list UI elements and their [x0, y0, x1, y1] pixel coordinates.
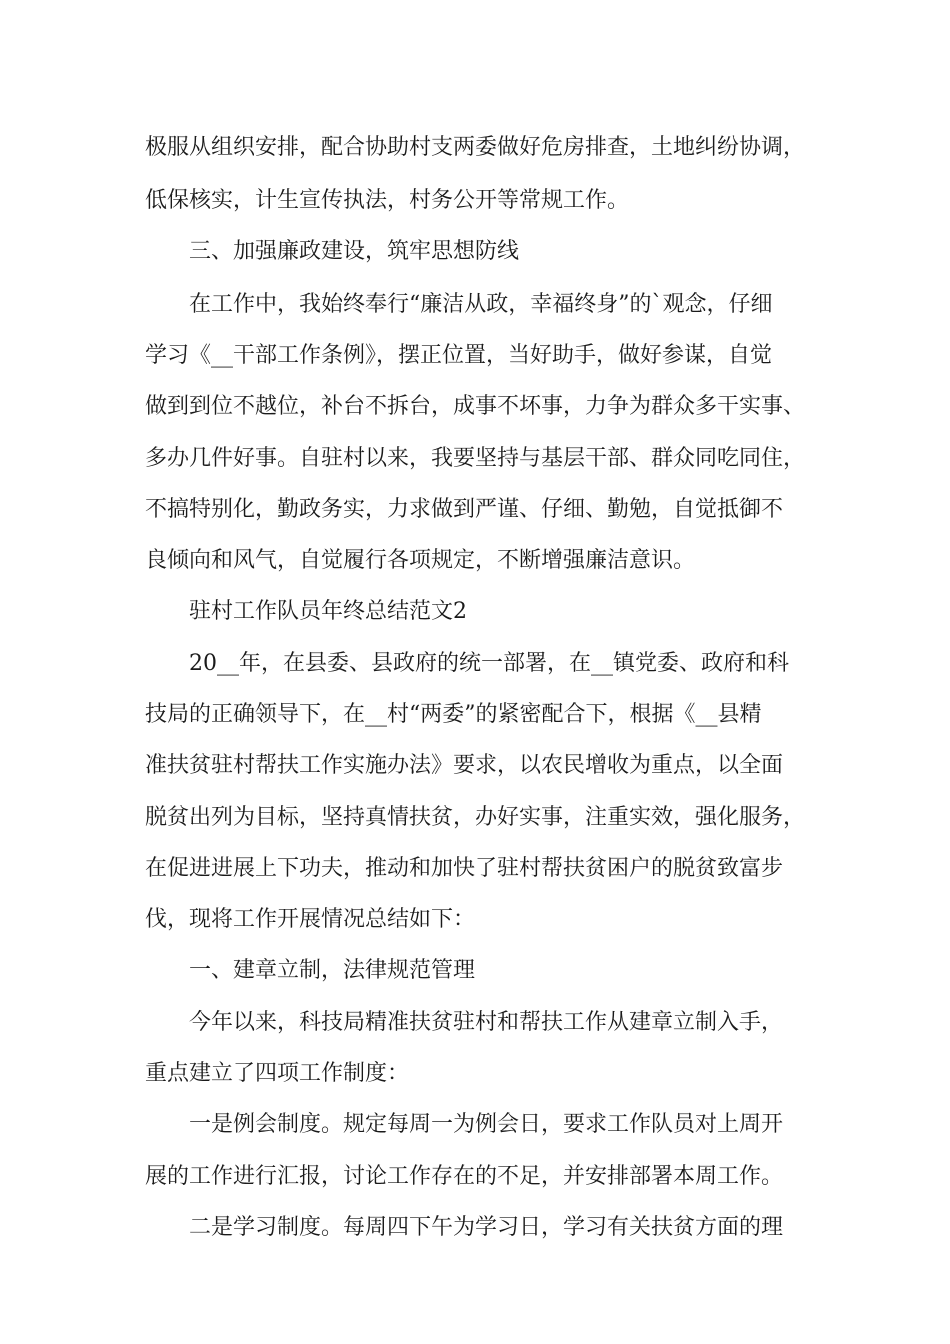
text-line: 在促进进展上下功夫，推动和加快了驻村帮扶贫困户的脱贫致富步 — [145, 856, 784, 881]
text-line: 技局的正确领导下，在__村“两委”的紧密配合下，根据《__县精 — [145, 702, 762, 727]
text-line: 今年以来，科技局精准扶贫驻村和帮扶工作从建章立制入手， — [145, 1010, 784, 1035]
section-heading: 三、加强廉政建设，筑牢思想防线 — [145, 239, 520, 264]
text-line: 准扶贫驻村帮扶工作实施办法》要求，以农民增收为重点，以全面 — [145, 753, 784, 778]
text-line: 伐，现将工作开展情况总结如下： — [145, 907, 476, 932]
text-line: 学习《__干部工作条例》，摆正位置，当好助手，做好参谋，自觉 — [145, 343, 773, 368]
text-line: 在工作中，我始终奉行“廉洁从政，幸福终身”的`观念，仔细 — [145, 292, 773, 317]
section-heading: 驻村工作队员年终总结范文2 — [145, 599, 467, 624]
section-heading: 一、建章立制，法律规范管理 — [145, 958, 476, 983]
text-line: 极服从组织安排，配合协助村支两委做好危房排查，土地纠纷协调， — [145, 135, 806, 160]
text-line: 多办几件好事。自驻村以来，我要坚持与基层干部、群众同吃同住， — [145, 446, 806, 471]
text-line: 一是例会制度。规定每周一为例会日，要求工作队员对上周开 — [145, 1112, 784, 1137]
text-line: 低保核实，计生宣传执法，村务公开等常规工作。 — [145, 188, 630, 213]
text-line: 二是学习制度。每周四下午为学习日，学习有关扶贫方面的理 — [145, 1215, 784, 1240]
text-line: 脱贫出列为目标，坚持真情扶贫，办好实事，注重实效，强化服务， — [145, 805, 806, 830]
text-line: 做到到位不越位，补台不拆台，成事不坏事，力争为群众多干实事、 — [145, 394, 806, 419]
text-line: 展的工作进行汇报，讨论工作存在的不足，并安排部署本周工作。 — [145, 1164, 784, 1189]
text-line: 重点建立了四项工作制度： — [145, 1061, 410, 1086]
text-line: 20__年，在县委、县政府的统一部署，在__镇党委、政府和科 — [145, 651, 789, 676]
text-line: 不搞特别化，勤政务实，力求做到严谨、仔细、勤勉，自觉抵御不 — [145, 497, 784, 522]
text-line: 良倾向和风气，自觉履行各项规定，不断增强廉洁意识。 — [145, 548, 696, 573]
